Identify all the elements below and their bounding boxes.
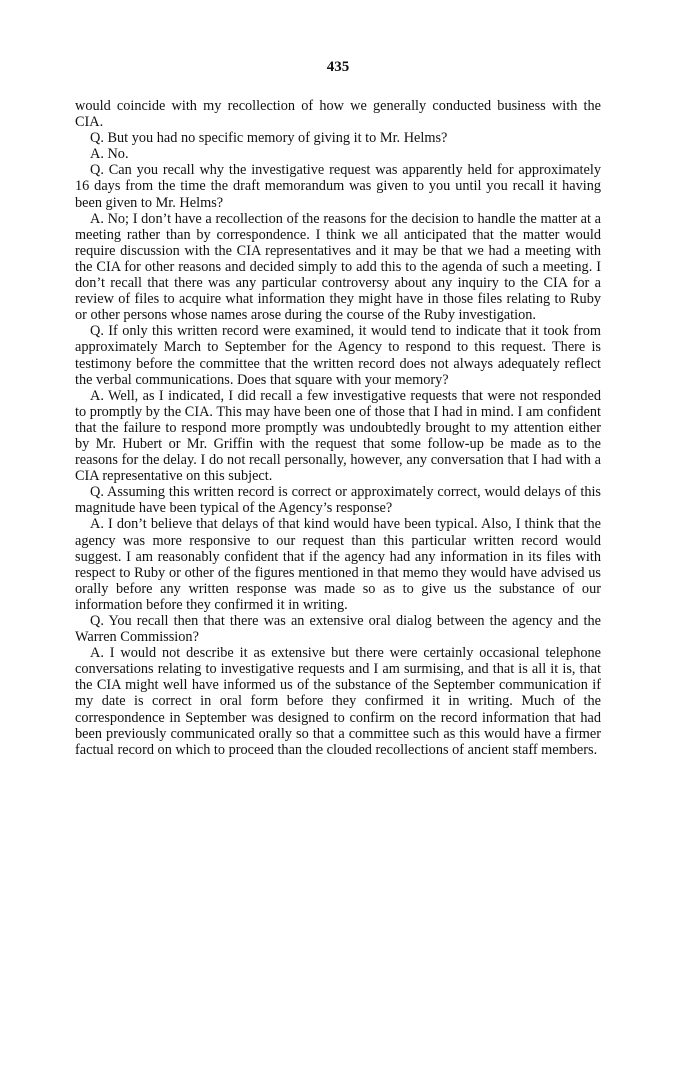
paragraph-answer: A. I don’t believe that delays of that kind would have been typical. Also, I think that the agency was more responsive to our request than this particular written record would suggest. I am reasonably confident that if the agency had any information in its files with respect to Ruby or other of the figures mentioned in that memo they would have advised us orally before any written response was made so as to give us the substance of our information before they confirmed it in writing. (75, 516, 601, 613)
paragraph-question: Q. Assuming this written record is correct or approximately correct, would delays of this magnitude have been typical of the Agency’s response? (75, 484, 601, 517)
paragraph-question: Q. But you had no specific memory of giving it to Mr. Helms? (90, 130, 448, 147)
paragraph-answer: A. No; I don’t have a recollection of the reasons for the decision to handle the matter at a meeting rather than by correspondence. I think we all anticipated that the matter would require discussion with the CIA representatives and it may be that we had a meeting with the CIA for other reasons and decided simply to add this to the agenda of such a meeting. I don’t recall that there was any particular controversy about any inquiry to the CIA for a review of files to acquire what information they might have in those files relating to Ruby or other persons whose names arose during the course of the Ruby investigation. (75, 210, 601, 324)
paragraph-answer: A. No. (90, 146, 129, 163)
paragraph-question: Q. Can you recall why the investigative request was apparently held for approximately 16 days from the time the draft memorandum was given to you until you recall it having been given to Mr. Helms? (75, 162, 601, 211)
paragraph-continuation: would coincide with my recollection of how we generally conducted business with the CIA. (75, 98, 601, 131)
paragraph-question: Q. You recall then that there was an extensive oral dialog between the agency and the Warren Commission? (75, 613, 601, 646)
page-number: 435 (326, 59, 350, 75)
paragraph-question: Q. If only this written record were examined, it would tend to indicate that it took from approximately March to September for the Agency to respond to this request. There is testimony before the committee that the written record does not always adequately reflect the verbal communications. Does that square with your memory? (75, 323, 601, 388)
paragraph-answer: A. I would not describe it as extensive but there were certainly occasional telephone conversations relating to investigative requests and I am surmising, and that is all it is, that the CIA might well have informed us of the substance of the September communication if my date is correct in oral form before they confirmed it in writing. Much of the correspondence in September was designed to confirm on the record information that had been previously communicated orally so that a committee such as this would have a firmer factual record on which to proceed than the clouded recollections of ancient staff members. (75, 645, 601, 758)
document-page (75, 58, 601, 758)
paragraph-answer: A. Well, as I indicated, I did recall a few investigative requests that were not responded to promptly by the CIA. This may have been one of those that I had in mind. I am confident that the failure to respond more promptly was undoubtedly brought to my attention either by Mr. Hubert or Mr. Griffin with the request that some follow-up be made as to the reasons for the delay. I do not recall personally, however, any conversation that I had with a CIA representative on this subject. (75, 387, 601, 485)
